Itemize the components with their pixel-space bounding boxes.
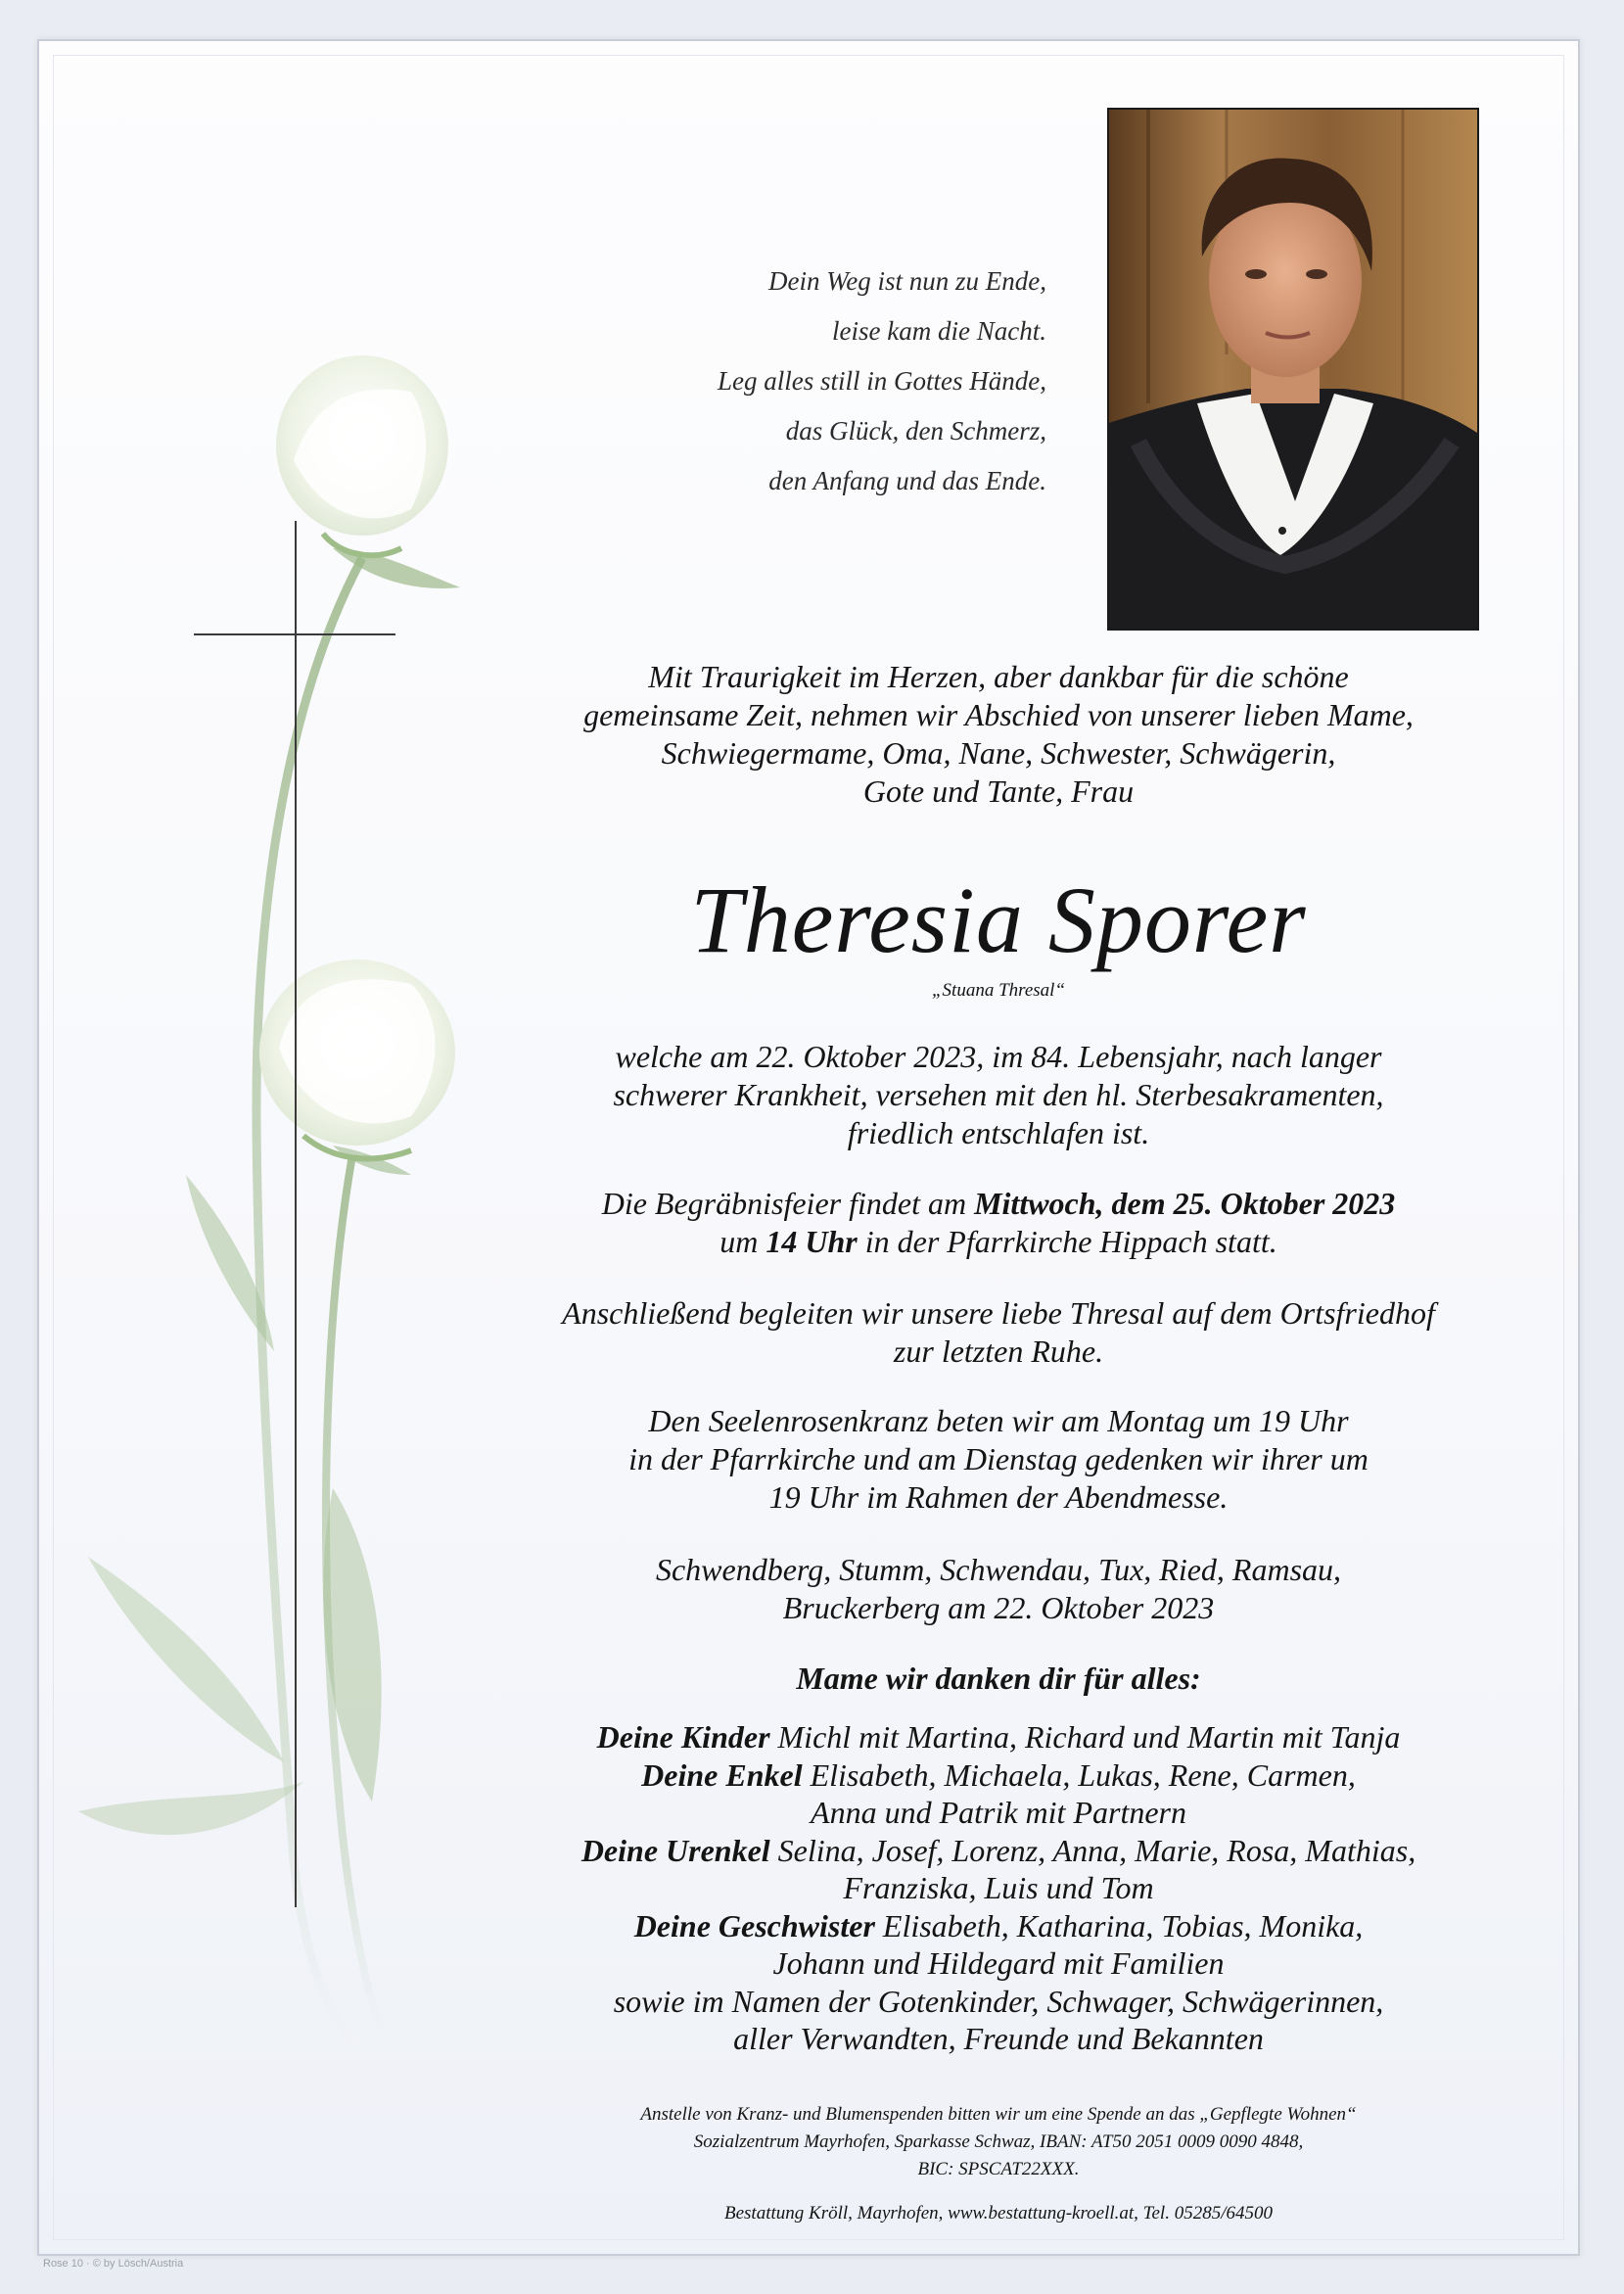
rosary-line: in der Pfarrkirche und am Dienstag gedenken wir ihrer um (628, 1441, 1369, 1476)
siblings-label: Deine Geschwister (633, 1907, 875, 1943)
death-line: schwerer Krankheit, versehen mit den hl. Sterbesakramenten, (613, 1077, 1384, 1112)
burial-details (529, 1294, 1468, 1371)
siblings-line (529, 1907, 1468, 1945)
donation-line: Sozialzentrum Mayrhofen, Sparkasse Schwaz, IBAN: AT50 2051 0009 0090 4848, (693, 2131, 1304, 2152)
burial-line: Anschließend begleiten wir unsere liebe Thresal auf dem Ortsfriedhof (562, 1295, 1435, 1331)
funeral-date: Mittwoch, dem 25. Oktober 2023 (974, 1186, 1396, 1221)
great-grandchildren-label: Deine Urenkel (580, 1832, 770, 1868)
intro-text (529, 658, 1468, 811)
intro-line: gemeinsame Zeit, nehmen wir Abschied von unserer lieben Mame, (583, 697, 1414, 732)
death-details (529, 1038, 1468, 1152)
poem-line: Leg alles still in Gottes Hände, (718, 366, 1046, 396)
grandchildren-line (529, 1756, 1468, 1795)
funeral-details (529, 1185, 1468, 1261)
intro-line: Schwiegermame, Oma, Nane, Schwester, Schwägerin, (661, 735, 1336, 771)
children-label: Deine Kinder (596, 1719, 770, 1755)
funeral-post: in der Pfarrkirche Hippach statt. (857, 1224, 1277, 1259)
grandchildren-line-2: Anna und Patrik mit Partnern (811, 1795, 1186, 1830)
death-line: friedlich entschlafen ist. (847, 1115, 1150, 1150)
poem-line: leise kam die Nacht. (832, 316, 1046, 346)
thanks-heading: Mame wir danken dir für alles: (796, 1661, 1201, 1696)
poem (718, 257, 1046, 506)
place-line: Schwendberg, Stumm, Schwendau, Tux, Ried, Ramsau, (655, 1552, 1342, 1587)
poem-line: das Glück, den Schmerz, (785, 416, 1046, 445)
grandchildren-label: Deine Enkel (641, 1756, 803, 1793)
family-list (529, 1718, 1468, 2058)
death-line: welche am 22. Oktober 2023, im 84. Lebensjahr, nach langer (615, 1039, 1382, 1074)
poem-line: den Anfang und das Ende. (768, 466, 1046, 495)
donation-note (529, 2101, 1468, 2183)
donation-line: BIC: SPSCAT22XXX. (917, 2159, 1080, 2179)
great-grandchildren-line-2: Franziska, Luis und Tom (843, 1870, 1154, 1905)
deceased-name: Theresia Sporer (690, 867, 1307, 972)
great-grandchildren-line (529, 1832, 1468, 1870)
rosary-line: 19 Uhr im Rahmen der Abendmesse. (768, 1479, 1229, 1515)
place-date (529, 1551, 1468, 1627)
grandchildren-names: Elisabeth, Michaela, Lukas, Rene, Carmen, (802, 1756, 1356, 1793)
funeral-pre: Die Begräbnisfeier findet am (601, 1186, 975, 1221)
place-line: Bruckerberg am 22. Oktober 2023 (782, 1590, 1215, 1625)
intro-line: Gote und Tante, Frau (862, 773, 1135, 809)
others-line: sowie im Namen der Gotenkinder, Schwager, Schwägerinnen, (613, 1983, 1384, 2019)
footer-credit: Rose 10 · © by Lösch/Austria (43, 2258, 184, 2270)
funeral-line-2 (529, 1223, 1468, 1261)
funeral-line-1 (529, 1185, 1468, 1223)
funeral-home: Bestattung Kröll, Mayrhofen, www.bestattung-kroell.at, Tel. 05285/64500 (724, 2203, 1273, 2224)
children-names: Michl mit Martina, Richard und Martin mit Tanja (769, 1719, 1401, 1755)
nickname: „Stuana Thresal“ (931, 980, 1066, 1001)
funeral-um: um (719, 1224, 766, 1259)
poem-line: Dein Weg ist nun zu Ende, (768, 266, 1046, 296)
children-line (529, 1718, 1468, 1756)
siblings-names: Elisabeth, Katharina, Tobias, Monika, (874, 1907, 1364, 1943)
funeral-time: 14 Uhr (766, 1224, 858, 1259)
intro-line: Mit Traurigkeit im Herzen, aber dankbar für die schöne (648, 659, 1349, 694)
rosary-line: Den Seelenrosenkranz beten wir am Montag um 19 Uhr (648, 1403, 1349, 1438)
donation-line: Anstelle von Kranz- und Blumenspenden bitten wir um eine Spende an das „Gepflegte Wohnen“ (640, 2104, 1357, 2125)
portrait-photo (1107, 108, 1479, 631)
great-grandchildren-names: Selina, Josef, Lorenz, Anna, Marie, Rosa, Mathias, (769, 1832, 1416, 1868)
burial-line: zur letzten Ruhe. (893, 1334, 1104, 1369)
others-line-2: aller Verwandten, Freunde und Bekannten (733, 2021, 1264, 2056)
rosary-details (529, 1402, 1468, 1517)
siblings-line-2: Johann und Hildegard mit Familien (772, 1945, 1225, 1981)
